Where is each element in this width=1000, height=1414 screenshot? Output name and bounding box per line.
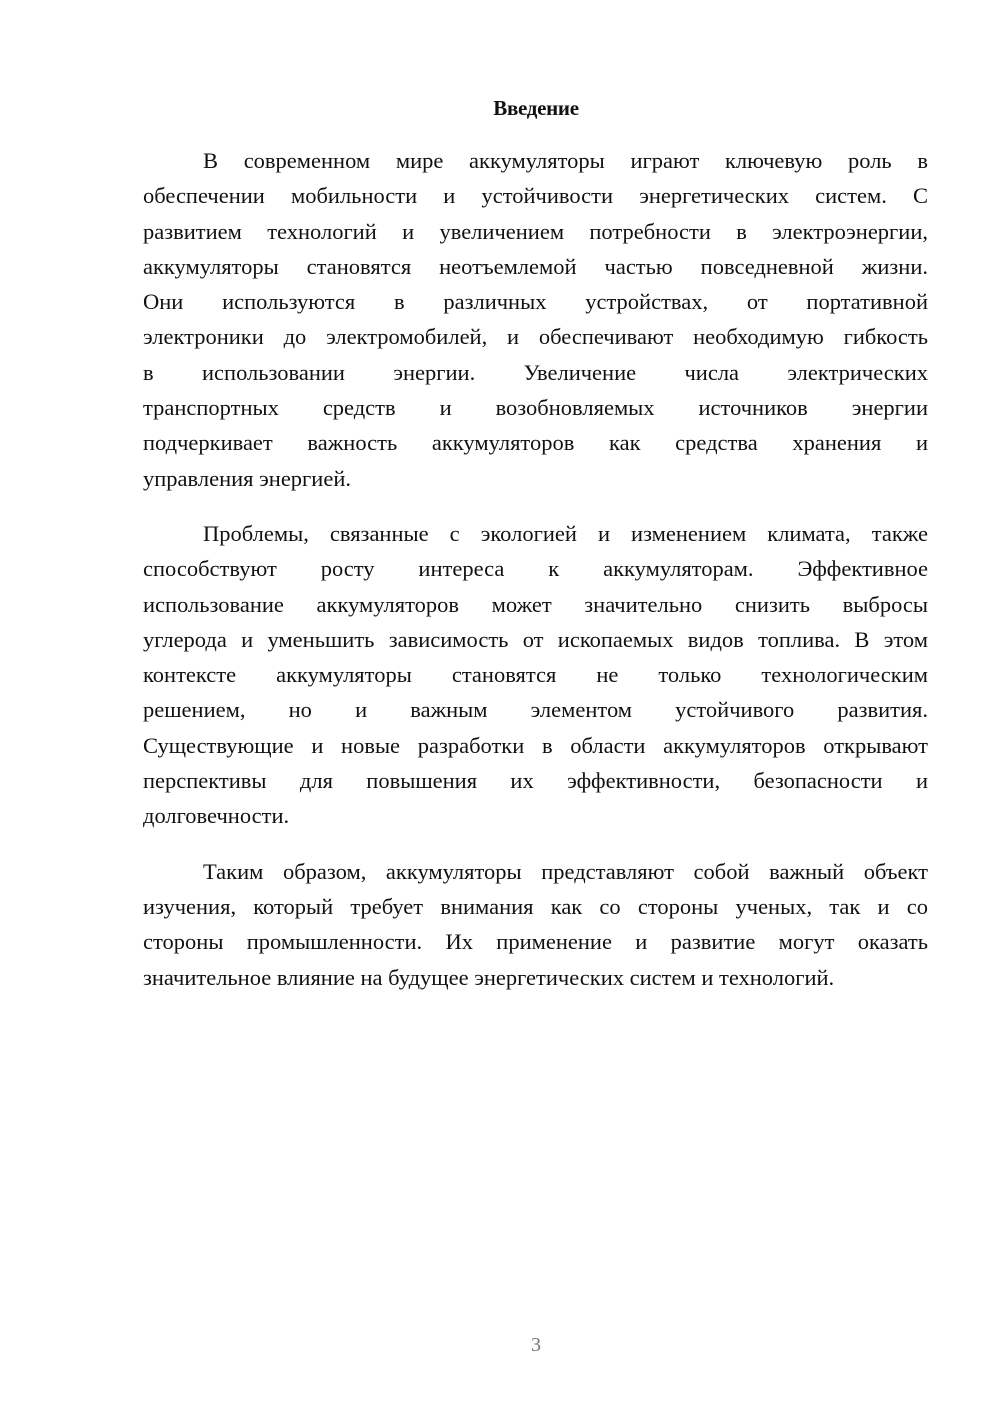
text-line: значительное влияние на будущее энергетических систем и технологий. bbox=[143, 964, 835, 990]
paragraph bbox=[143, 854, 928, 995]
text-line: углерода и уменьшить зависимость от ископаемых видов топлива. В этом bbox=[143, 626, 928, 652]
text-line: транспортных средств и возобновляемых источников энергии bbox=[143, 395, 928, 421]
text-line: подчеркивает важность аккумуляторов как средства хранения и bbox=[143, 430, 928, 456]
text-line: управления энергией. bbox=[143, 465, 351, 491]
text-line: решением, но и важным элементом устойчивого развития. bbox=[143, 697, 928, 723]
text-line: Они используются в различных устройствах, от портативной bbox=[143, 289, 928, 315]
text-line: способствуют росту интереса к аккумуляторам. Эффективное bbox=[143, 556, 928, 582]
text-line: долговечности. bbox=[143, 803, 290, 829]
text-line: Проблемы, связанные с экологией и изменением климата, также bbox=[203, 520, 928, 546]
text-line: изучения, который требует внимания как со стороны ученых, так и со bbox=[143, 893, 928, 919]
text-line: контексте аккумуляторы становятся не только технологическим bbox=[143, 662, 928, 688]
text-line: Таким образом, аккумуляторы представляют собой важный объект bbox=[203, 858, 928, 884]
text-line: стороны промышленности. Их применение и развитие могут оказать bbox=[143, 929, 928, 955]
text-line: использование аккумуляторов может значительно снизить выбросы bbox=[143, 591, 928, 617]
section-title: Введение bbox=[493, 96, 579, 120]
text-line: развитием технологий и увеличением потребности в электроэнергии, bbox=[143, 218, 928, 244]
text-line: обеспечении мобильности и устойчивости энергетических систем. С bbox=[143, 183, 928, 209]
paragraph bbox=[143, 143, 928, 496]
text-line: перспективы для повышения их эффективности, безопасности и bbox=[143, 768, 928, 794]
page-number: 3 bbox=[531, 1334, 541, 1356]
text-line: электроники до электромобилей, и обеспечивают необходимую гибкость bbox=[143, 324, 928, 350]
paragraph bbox=[143, 516, 928, 834]
text-line: Существующие и новые разработки в области аккумуляторов открывают bbox=[143, 732, 928, 758]
text-line: в использовании энергии. Увеличение числа электрических bbox=[143, 359, 928, 385]
text-line: В современном мире аккумуляторы играют ключевую роль в bbox=[203, 148, 928, 173]
text-line: аккумуляторы становятся неотъемлемой частью повседневной жизни. bbox=[143, 253, 928, 279]
document-body bbox=[143, 143, 928, 1015]
